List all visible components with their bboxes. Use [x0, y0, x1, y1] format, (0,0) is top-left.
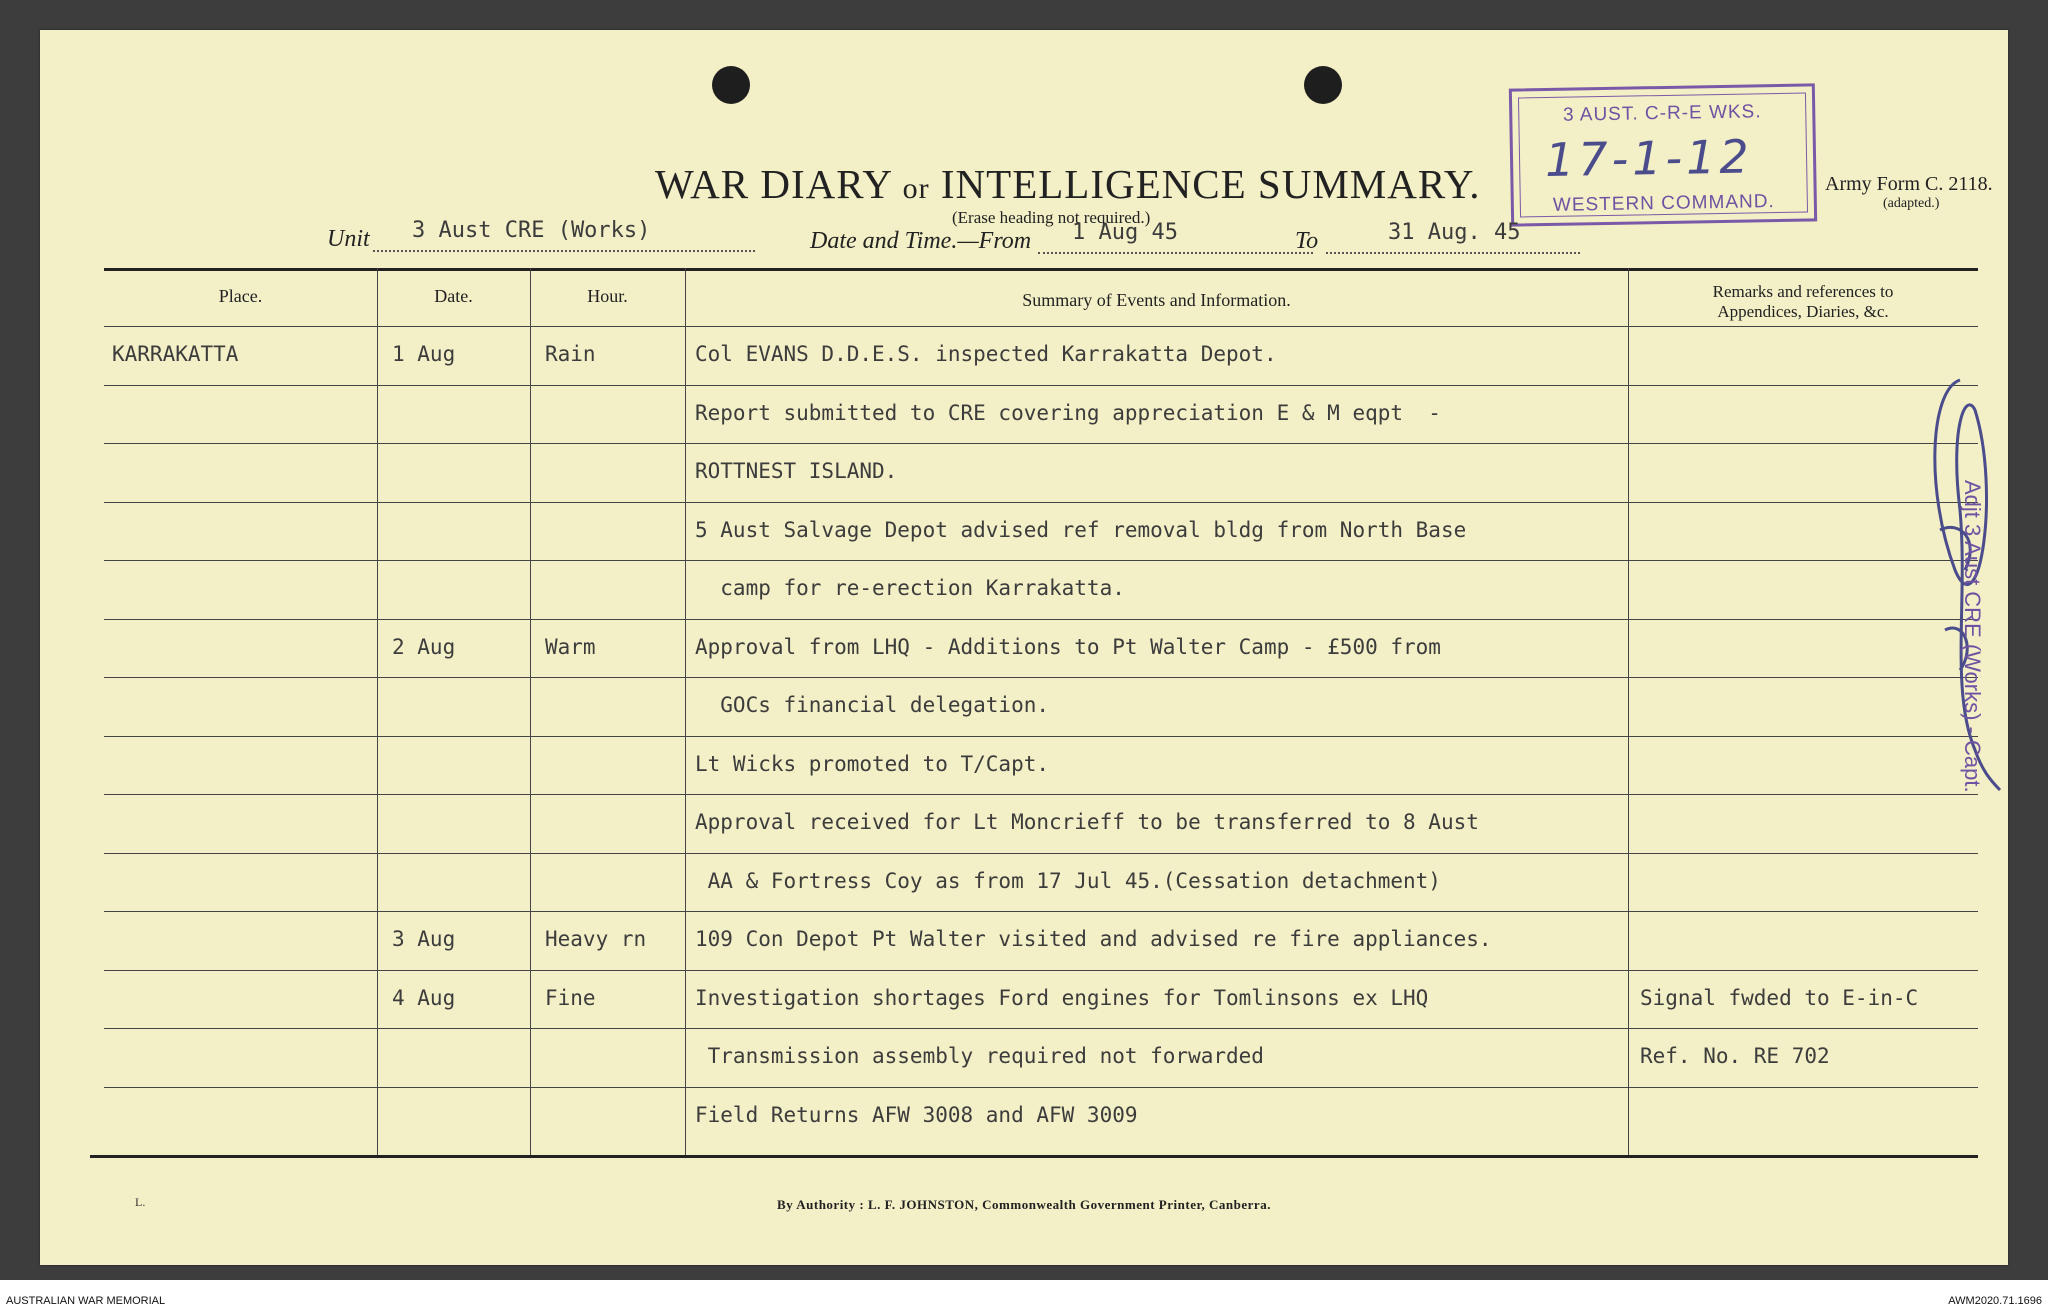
from-dotline: [1038, 252, 1313, 254]
row-hour: Warm: [545, 634, 596, 659]
row-rule: [104, 911, 1978, 912]
row-rule: [104, 443, 1978, 444]
header-rule: [104, 326, 1978, 327]
row-rule: [104, 853, 1978, 854]
archive-name: AUSTRALIAN WAR MEMORIAL: [6, 1295, 166, 1307]
printer-authority: By Authority : L. F. JOHNSTON, Commonwealth Government Printer, Canberra.: [777, 1197, 1271, 1212]
row-summary: Lt Wicks promoted to T/Capt.: [695, 751, 1050, 776]
army-form-number: Army Form C. 2118.: [1825, 173, 1993, 195]
row-place: KARRAKATTA: [112, 342, 239, 366]
row-summary: Field Returns AFW 3008 and AFW 3009: [695, 1102, 1138, 1127]
row-date: 4 Aug: [392, 985, 456, 1010]
unit-stamp: [1509, 83, 1817, 226]
row-rule: [104, 794, 1978, 795]
row-rule: [104, 1087, 1978, 1088]
row-remarks: Ref. No. RE 702: [1640, 1044, 1830, 1068]
row-rule: [104, 736, 1978, 737]
row-date: 3 Aug: [392, 927, 456, 951]
page-title: [655, 160, 1515, 208]
col-divider-date: [530, 268, 531, 1155]
row-summary: Investigation shortages Ford engines for Tomlinsons ex LHQ: [695, 985, 1429, 1010]
row-summary: Report submitted to CRE covering appreciation E & M eqpt -: [695, 400, 1441, 425]
colhead-hour: Hour.: [587, 286, 628, 306]
row-remarks: Signal fwded to E-in-C: [1640, 985, 1919, 1010]
row-summary: 5 Aust Salvage Depot advised ref removal bldg from North Base: [695, 517, 1467, 542]
row-hour: Fine: [545, 985, 596, 1010]
row-rule: [104, 677, 1978, 678]
title-or: or: [902, 172, 930, 205]
row-summary: Col EVANS D.D.E.S. inspected Karrakatta Depot.: [695, 342, 1277, 366]
row-rule: [104, 1028, 1978, 1029]
archive-id: AWM2020.71.1696: [1948, 1295, 2042, 1307]
colhead-summary: Summary of Events and Information.: [1022, 290, 1291, 310]
unit-value: 3 Aust CRE (Works): [412, 218, 651, 243]
form-mark: L.: [135, 1195, 146, 1209]
row-summary: Transmission assembly required not forwarded: [695, 1044, 1264, 1068]
colhead-remarks-2: Appendices, Diaries, &c.: [1717, 302, 1889, 321]
row-summary: GOCs financial delegation.: [695, 693, 1050, 717]
punch-hole-right: [1304, 66, 1342, 104]
date-time-label: Date and Time.—From: [810, 228, 1032, 254]
subtitle: (Erase heading not required.): [952, 208, 1151, 227]
row-rule: [104, 502, 1978, 503]
row-hour: Heavy rn: [545, 927, 647, 951]
stamp-date: 17-1-12: [1544, 129, 1754, 188]
row-summary: AA & Fortress Coy as from 17 Jul 45.(Cessation detachment): [695, 868, 1441, 893]
signature-title: Adjt 3 Aust CRE (Works) - Capt.: [1960, 480, 1985, 793]
colhead-remarks-1: Remarks and references to: [1712, 282, 1894, 301]
unit-label: Unit: [327, 226, 370, 252]
row-summary: camp for re-erection Karrakatta.: [695, 576, 1125, 600]
row-summary: ROTTNEST ISLAND.: [695, 459, 898, 483]
archive-strip: [0, 1280, 2048, 1309]
title-war-diary: WAR DIARY: [655, 161, 892, 207]
diary-sheet: [40, 30, 2008, 1265]
row-hour: Rain: [545, 342, 596, 366]
colhead-date: Date.: [434, 286, 473, 306]
row-summary: Approval from LHQ - Additions to Pt Walter Camp - £500 from: [695, 634, 1441, 659]
row-rule: [104, 970, 1978, 971]
to-dotline: [1326, 252, 1580, 254]
row-rule: [104, 560, 1978, 561]
row-date: 2 Aug: [392, 634, 456, 659]
col-divider-summary: [1628, 268, 1629, 1155]
stamp-unit: 3 AUST. C-R-E WKS.: [1562, 101, 1762, 126]
table-top-rule: [104, 268, 1978, 271]
punch-hole-left: [712, 66, 750, 104]
to-label: To: [1295, 228, 1319, 254]
col-divider-hour: [685, 268, 686, 1155]
table-bottom-rule: [90, 1155, 1978, 1158]
stamp-command: WESTERN COMMAND.: [1552, 191, 1775, 216]
col-divider-place: [377, 268, 378, 1155]
row-rule: [104, 619, 1978, 620]
from-value: 1 Aug 45: [1072, 220, 1178, 245]
unit-dotline: [373, 250, 755, 252]
row-date: 1 Aug: [392, 342, 456, 366]
row-summary: Approval received for Lt Moncrieff to be transferred to 8 Aust: [695, 810, 1479, 834]
colhead-place: Place.: [218, 286, 263, 306]
row-rule: [104, 385, 1978, 386]
title-intelligence-summary: INTELLIGENCE SUMMARY.: [940, 161, 1481, 207]
to-value: 31 Aug. 45: [1388, 220, 1521, 245]
army-form-adapted: (adapted.): [1883, 196, 1940, 211]
row-summary: 109 Con Depot Pt Walter visited and advised re fire appliances.: [695, 927, 1492, 951]
